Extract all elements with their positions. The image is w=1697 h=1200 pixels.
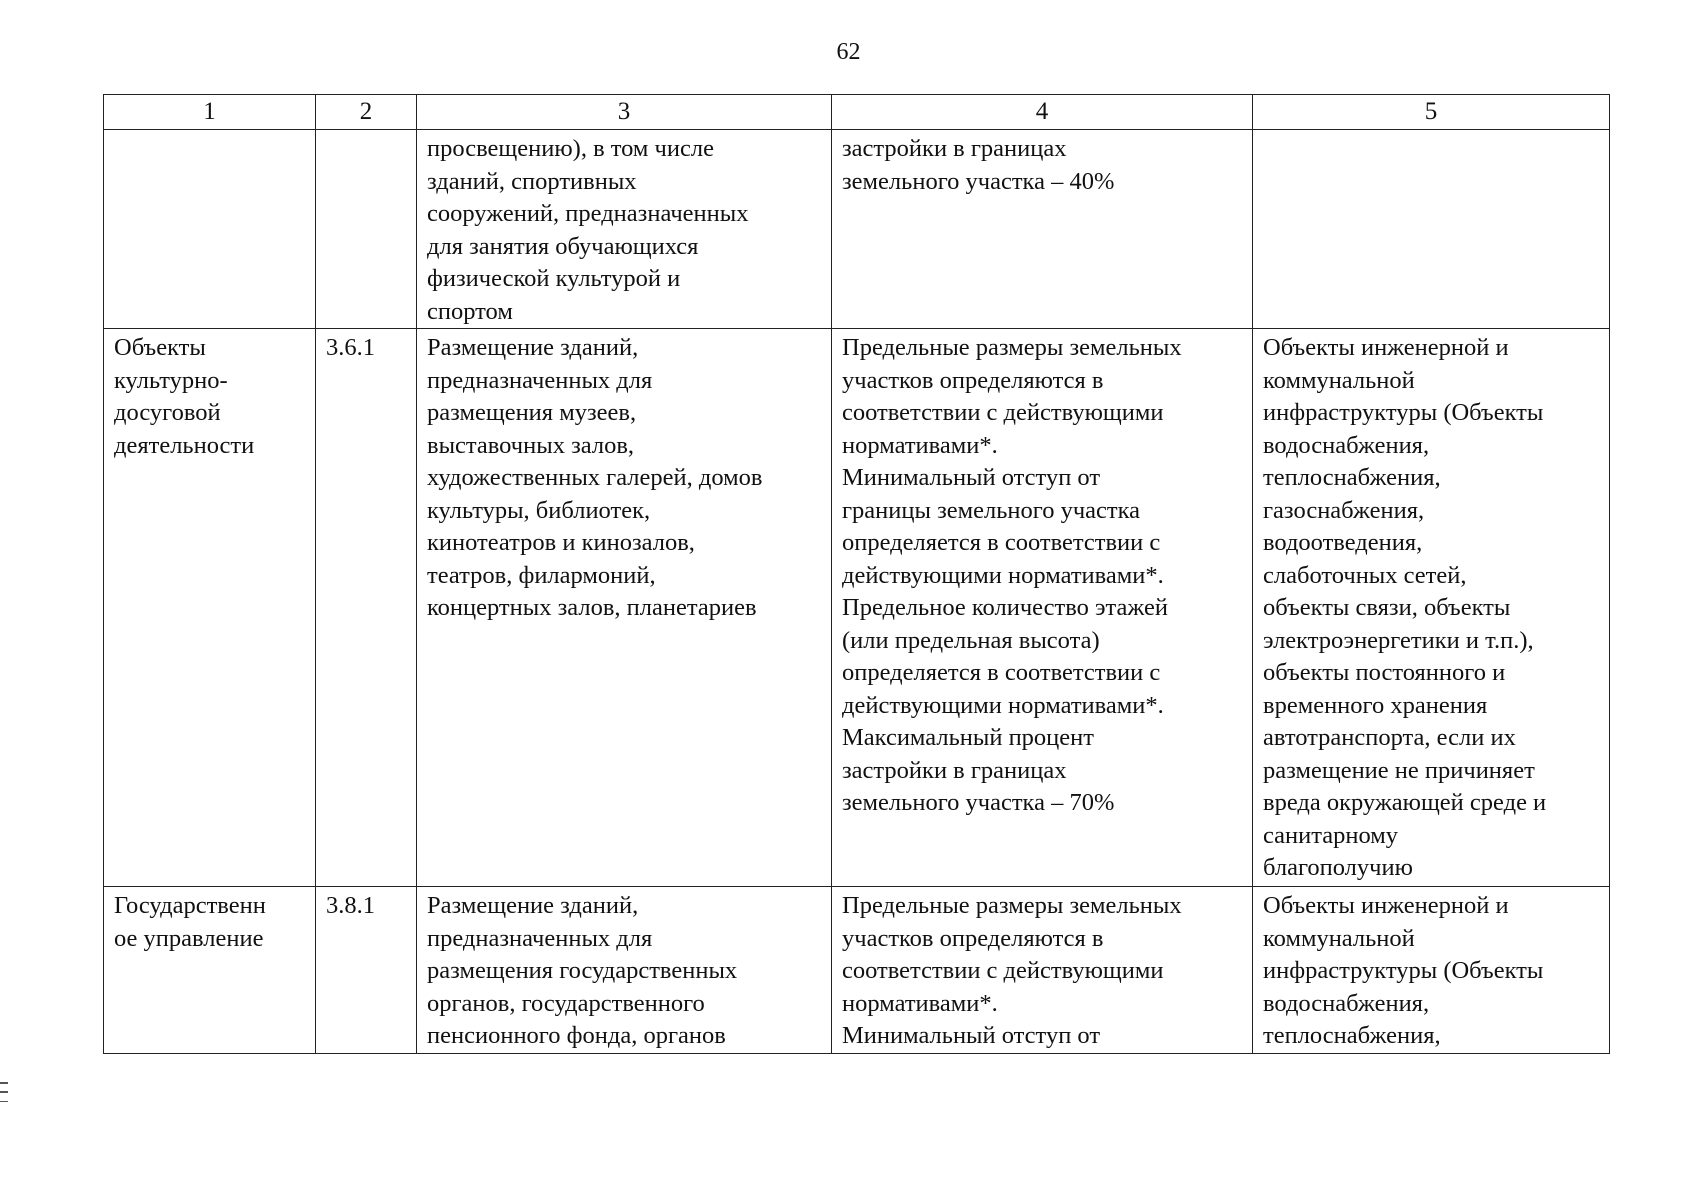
table-cell: просвещению), в том числе зданий, спортивных сооружений, предназначенных для занятия обучающихся физической культурой и спортом bbox=[417, 130, 832, 329]
column-header: 2 bbox=[316, 95, 417, 130]
table-cell bbox=[1253, 130, 1610, 329]
table-cell: Государственн ое управление bbox=[104, 887, 316, 1054]
table-cell: Предельные размеры земельных участков определяются в соответствии с действующими нормативами*. Минимальный отступ от границы земельного участка определяется в соответствии с действующими нормативами*. Предельное количество этажей (или предельная высота) определяется в соответствии с действующими нормативами*. Максимальный процент застройки в границах земельного участка – 70% bbox=[832, 329, 1253, 887]
table-cell: застройки в границах земельного участка – 40% bbox=[832, 130, 1253, 329]
page-number: 62 bbox=[836, 39, 861, 65]
table-row bbox=[104, 329, 1610, 887]
column-header: 4 bbox=[832, 95, 1253, 130]
column-header: 5 bbox=[1253, 95, 1610, 130]
table-header-row bbox=[104, 95, 1610, 130]
table-cell: Предельные размеры земельных участков определяются в соответствии с действующими нормативами*. Минимальный отступ от bbox=[832, 887, 1253, 1054]
table-cell: Объекты инженерной и коммунальной инфраструктуры (Объекты водоснабжения, теплоснабжения, газоснабжения, водоотведения, слаботочных сетей, объекты связи, объекты электроэнергетики и т.п.), объекты постоянного и временного хранения автотранспорта, если их размещение не причиняет вреда окружающей среде и санитарному благополучию bbox=[1253, 329, 1610, 887]
table-cell: 3.8.1 bbox=[316, 887, 417, 1054]
table-cell bbox=[316, 130, 417, 329]
table-cell: Объекты культурно- досуговой деятельности bbox=[104, 329, 316, 887]
table-row bbox=[104, 130, 1610, 329]
table-cell: Объекты инженерной и коммунальной инфраструктуры (Объекты водоснабжения, теплоснабжения, bbox=[1253, 887, 1610, 1054]
table-cell: Размещение зданий, предназначенных для размещения государственных органов, государственного пенсионного фонда, органов bbox=[417, 887, 832, 1054]
table-cell: Размещение зданий, предназначенных для размещения музеев, выставочных залов, художественных галерей, домов культуры, библиотек, кинотеатров и кинозалов, театров, филармоний, концертных залов, планетариев bbox=[417, 329, 832, 887]
land-use-table bbox=[103, 94, 1610, 1054]
column-header: 3 bbox=[417, 95, 832, 130]
column-header: 1 bbox=[104, 95, 316, 130]
table-cell: 3.6.1 bbox=[316, 329, 417, 887]
scan-margin-mark bbox=[0, 1082, 8, 1102]
table-row bbox=[104, 887, 1610, 1054]
table-cell bbox=[104, 130, 316, 329]
